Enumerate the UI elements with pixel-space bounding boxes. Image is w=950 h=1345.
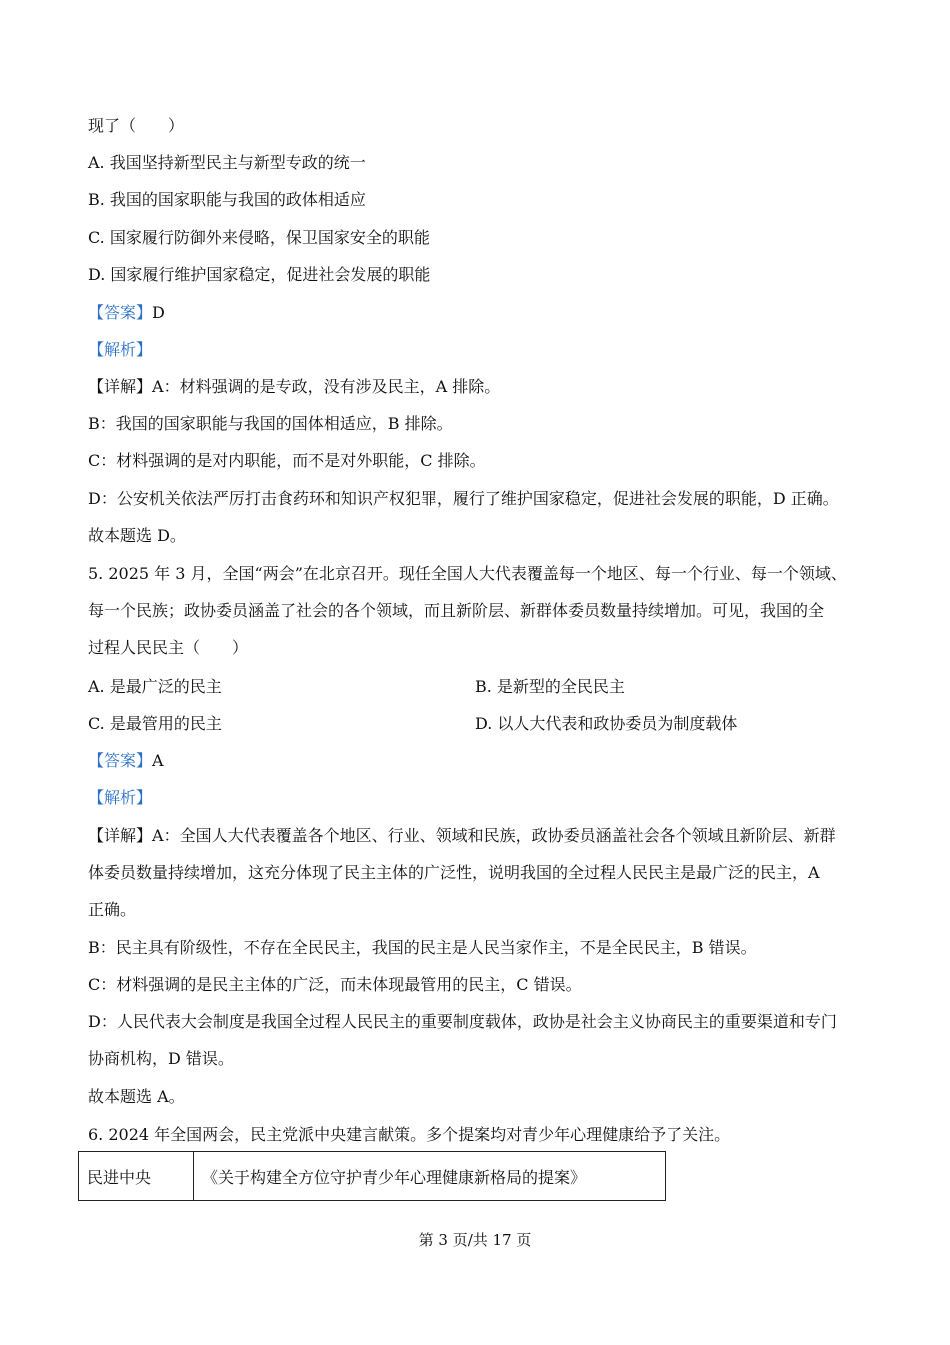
q5-answer-value: A [152, 751, 164, 770]
page-number: 第 3 页/共 17 页 [418, 1231, 532, 1249]
q5-detail-d-part2: 协商机构，D 错误。 [88, 1049, 234, 1068]
q5-detail-a-part1: A：全国人大代表覆盖各个地区、行业、领域和民族，政协委员涵盖社会各个领域且新阶层、新群 [152, 826, 836, 845]
table-cell-proposal: 《关于构建全方位守护青少年心理健康新格局的提案》 [194, 1152, 666, 1201]
q5-detail-1 [88, 826, 836, 846]
q4-detail-c: C：材料强调的是对内职能，而不是对外职能，C 排除。 [88, 451, 486, 470]
q4-option-a: A. 我国坚持新型民主与新型专政的统一 [88, 153, 366, 172]
q5-detail-c: C：材料强调的是民主主体的广泛，而未体现最管用的民主，C 错误。 [88, 975, 582, 994]
q4-answer-tag: 【答案】 [88, 303, 153, 322]
q5-option-a: A. 是最广泛的民主 [88, 677, 222, 696]
q5-answer [88, 751, 164, 771]
q5-detail-a-part3: 正确。 [88, 900, 137, 919]
q4-detail-d: D：公安机关依法严厉打击食药环和知识产权犯罪，履行了维护国家稳定，促进社会发展的职能，D 正确。 [88, 489, 839, 508]
q4-conclusion: 故本题选 D。 [88, 526, 186, 545]
q4-analysis-tag: 【解析】 [88, 340, 153, 359]
q6-stem: 6. 2024 年全国两会，民主党派中央建言献策。多个提案均对青少年心理健康给予了关注。 [88, 1125, 731, 1144]
q4-detail-1 [88, 377, 500, 397]
q4-answer-value: D [152, 303, 165, 322]
q6-proposal-table [78, 1151, 666, 1201]
q5-detail-a-part2: 体委员数量持续增加，这充分体现了民主主体的广泛性，说明我国的全过程人民民主是最广泛的民主，A [88, 863, 820, 882]
q5-detail-tag: 【详解】 [88, 826, 153, 845]
q5-option-c: C. 是最管用的民主 [88, 714, 222, 733]
q4-option-d: D. 国家履行维护国家稳定，促进社会发展的职能 [88, 265, 431, 284]
table-row [79, 1152, 666, 1201]
q5-option-b: B. 是新型的全民民主 [475, 677, 625, 696]
q4-detail-b: B：我国的国家职能与我国的国体相适应，B 排除。 [88, 414, 453, 433]
q5-detail-b: B：民主具有阶级性，不存在全民民主，我国的民主是人民当家作主，不是全民民主，B 错误。 [88, 938, 757, 957]
q5-conclusion: 故本题选 A。 [88, 1087, 185, 1106]
q4-option-c: C. 国家履行防御外来侵略，保卫国家安全的职能 [88, 228, 430, 247]
q4-option-b: B. 我国的国家职能与我国的政体相适应 [88, 190, 366, 209]
q5-stem-line-3: 过程人民民主（ ） [88, 638, 249, 657]
q5-stem-line-2: 每一个民族；政协委员涵盖了社会的各个领域，而且新阶层、新群体委员数量持续增加。可见，我国的全 [88, 601, 825, 620]
q5-option-d: D. 以人大代表和政协委员为制度载体 [475, 714, 738, 733]
q4-detail-tag: 【详解】 [88, 377, 153, 396]
q4-detail-a: A：材料强调的是专政，没有涉及民主，A 排除。 [152, 377, 501, 396]
table-cell-party: 民进中央 [79, 1152, 194, 1201]
q4-answer [88, 303, 165, 323]
q5-detail-d-part1: D：人民代表大会制度是我国全过程人民民主的重要制度载体，政协是社会主义协商民主的重要渠道和专门 [88, 1012, 837, 1031]
q5-analysis-tag: 【解析】 [88, 788, 153, 807]
q5-answer-tag: 【答案】 [88, 751, 153, 770]
q4-stem-tail: 现了（ ） [88, 116, 185, 135]
q5-stem-line-1: 5. 2025 年 3 月，全国“两会”在北京召开。现任全国人大代表覆盖每一个地区、每一个行业、每一个领域、 [88, 564, 847, 583]
